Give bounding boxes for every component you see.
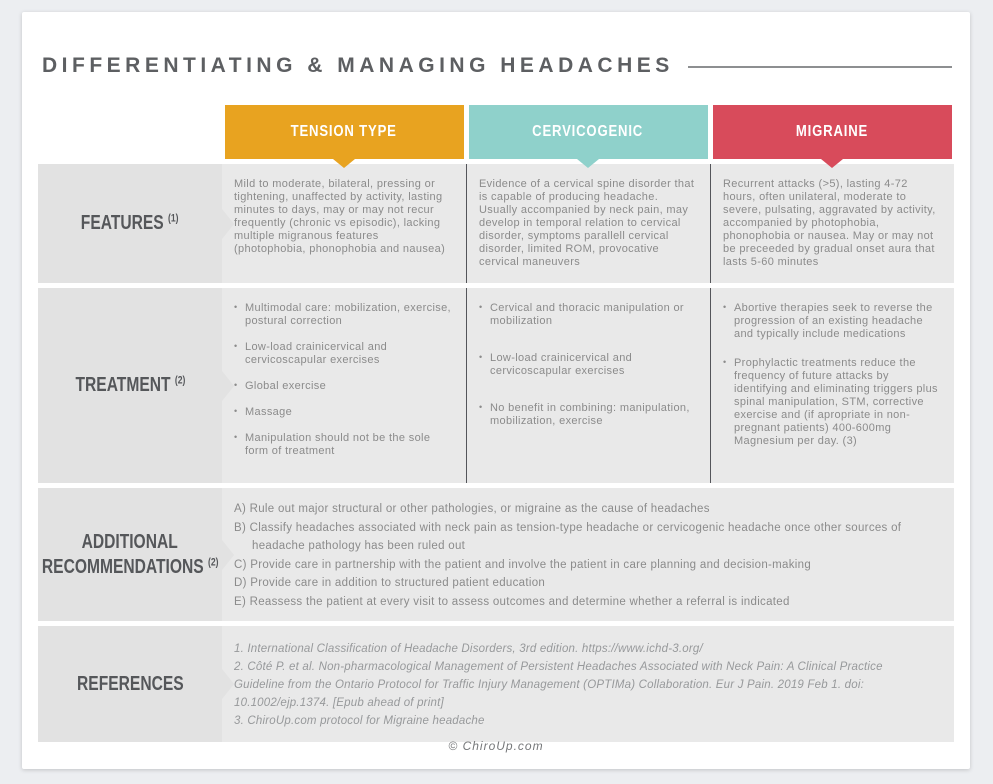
recommendation-item: C) Provide care in partnership with the patient and involve the patient in care planning and decision-making — [234, 558, 812, 571]
column-header-migraine — [713, 105, 952, 159]
features-label: FEATURES $^{(1)}$ — [81, 212, 179, 234]
treatment-bullet: • Manipulation should not be the sole form of treatment — [234, 432, 431, 457]
recommendations-row — [38, 488, 954, 621]
column-header-migraine-label: MIGRAINE — [795, 123, 869, 140]
treatment-bullet: • Prophylactic treatments reduce the frequency of future attacks by identifying and eliminating triggers plus spinal manipulation, STM, corrective exercise and (if apropriate in non-pregnant patients) 400-600mg Magnesium per day. (3) — [723, 357, 938, 447]
header-corner-spacer — [38, 105, 222, 159]
recommendations-cell — [222, 488, 954, 621]
references-cell — [222, 626, 954, 742]
bullet-icon: • — [234, 380, 238, 390]
bullet-icon: • — [234, 406, 238, 416]
reference-item: 2. Côté P. et al. Non-pharmacological Management of Persistent Headaches Associated with Neck Pain: A Clinical Practice Guideline from the Ontario Protocol for Traffic Injury Management (OPTIMa) Collaboration. Eur J Pain. 2019 Feb 1. doi: 10.1002/ejp.1374. [Epub ahead of print] — [234, 661, 883, 709]
column-header-cervicogenic-label: CERVICOGENIC — [532, 123, 644, 140]
treatment-superscript: (2) — [174, 374, 185, 387]
treatment-bullet: • No benefit in combining: manipulation, mobilization, exercise — [479, 402, 690, 427]
header-row — [38, 105, 954, 159]
recommendation-item: B) Classify headaches associated with neck pain as tension-type headache or cervicogenic headache once other sources of headache pathology has been ruled out — [234, 521, 902, 552]
bullet-icon: • — [234, 302, 238, 312]
bullet-icon: • — [234, 341, 238, 351]
recommendations-label-line2: RECOMMENDATIONS $^{(2)}$ — [41, 555, 219, 578]
features-text-tension: Mild to moderate, bilateral, pressing or tightening, unaffected by activity, lasting minutes to days, may or may not recur frequently (chronic vs episodic), lacking multiple migranous features (photophobia, phonophobia and nausea) — [234, 178, 446, 255]
treatment-cell-cervicogenic — [466, 288, 710, 483]
column-header-tension-type — [225, 105, 464, 159]
treatment-bullet: • Low-load crainicervical and cervicoscapular exercises — [479, 352, 633, 377]
features-cell-migraine — [710, 164, 954, 283]
references-label: REFERENCES — [76, 672, 184, 695]
treatment-cell-tension — [222, 288, 466, 483]
recommendations-superscript: (2) — [207, 555, 219, 568]
treatment-bullet: • Abortive therapies seek to reverse the progression of an existing headache and typically include medications — [723, 302, 933, 340]
footer-credit: © ChiroUp.com — [448, 739, 544, 753]
row-label-recommendations — [38, 488, 222, 621]
features-text-migraine: Recurrent attacks (>5), lasting 4-72 hours, often unilateral, moderate to severe, pulsating, aggravated by activity, accompanied by photophobia, phonophobia or nausea. May or may not be preceeded by gradual onset aura that lasts 5-60 minutes — [723, 178, 936, 268]
treatment-row — [38, 288, 954, 483]
reference-item: 3. ChiroUp.com protocol for Migraine headache — [234, 715, 485, 727]
bullet-icon: • — [479, 302, 483, 312]
bullet-icon: • — [479, 402, 483, 412]
recommendation-item: E) Reassess the patient at every visit to assess outcomes and determine whether a referral is indicated — [234, 595, 790, 608]
title-rule — [688, 66, 952, 68]
row-label-treatment — [38, 288, 222, 483]
column-header-tension-type-label: TENSION TYPE — [290, 123, 398, 140]
recommendation-item: D) Provide care in addition to structured patient education — [234, 577, 546, 589]
treatment-cell-migraine — [710, 288, 954, 483]
treatment-bullet: • Cervical and thoracic manipulation or mobilization — [479, 302, 684, 327]
title-row — [22, 12, 970, 78]
references-row — [38, 626, 954, 742]
features-row — [38, 164, 954, 283]
bullet-icon: • — [723, 357, 727, 367]
treatment-bullet: • Global exercise — [234, 380, 327, 392]
bullet-icon: • — [479, 352, 483, 362]
headache-table — [38, 105, 954, 742]
bullet-icon: • — [723, 302, 727, 312]
features-superscript: (1) — [168, 212, 179, 225]
treatment-bullet: • Massage — [234, 406, 293, 418]
row-label-references — [38, 626, 222, 742]
features-text-cervicogenic: Evidence of a cervical spine disorder that is capable of producing headache. Usually accompanied by neck pain, may develop in temporal relation to cervical disorder, symptoms parallell cervical disorder, limited ROM, provocative cervical maneuvers — [479, 178, 695, 268]
treatment-label: TREATMENT $^{(2)}$ — [75, 374, 185, 396]
features-cell-cervicogenic — [466, 164, 710, 283]
treatment-bullet: • Multimodal care: mobilization, exercise, postural correction — [234, 302, 451, 327]
recommendation-item: A) Rule out major structural or other pathologies, or migraine as the cause of headaches — [234, 503, 710, 515]
page-title: DIFFERENTIATING & MANAGING HEADACHES — [42, 54, 674, 77]
reference-item: 1. International Classification of Headache Disorders, 3rd edition. https://www.ichd-3.org/ — [234, 643, 703, 655]
recommendations-label-line1: ADDITIONAL — [81, 530, 179, 553]
row-label-features — [38, 164, 222, 283]
column-header-cervicogenic — [469, 105, 708, 159]
bullet-icon: • — [234, 432, 238, 442]
treatment-bullet: • Low-load crainicervical and cervicoscapular exercises — [234, 341, 388, 366]
features-cell-tension — [222, 164, 466, 283]
infographic-card — [22, 12, 970, 769]
